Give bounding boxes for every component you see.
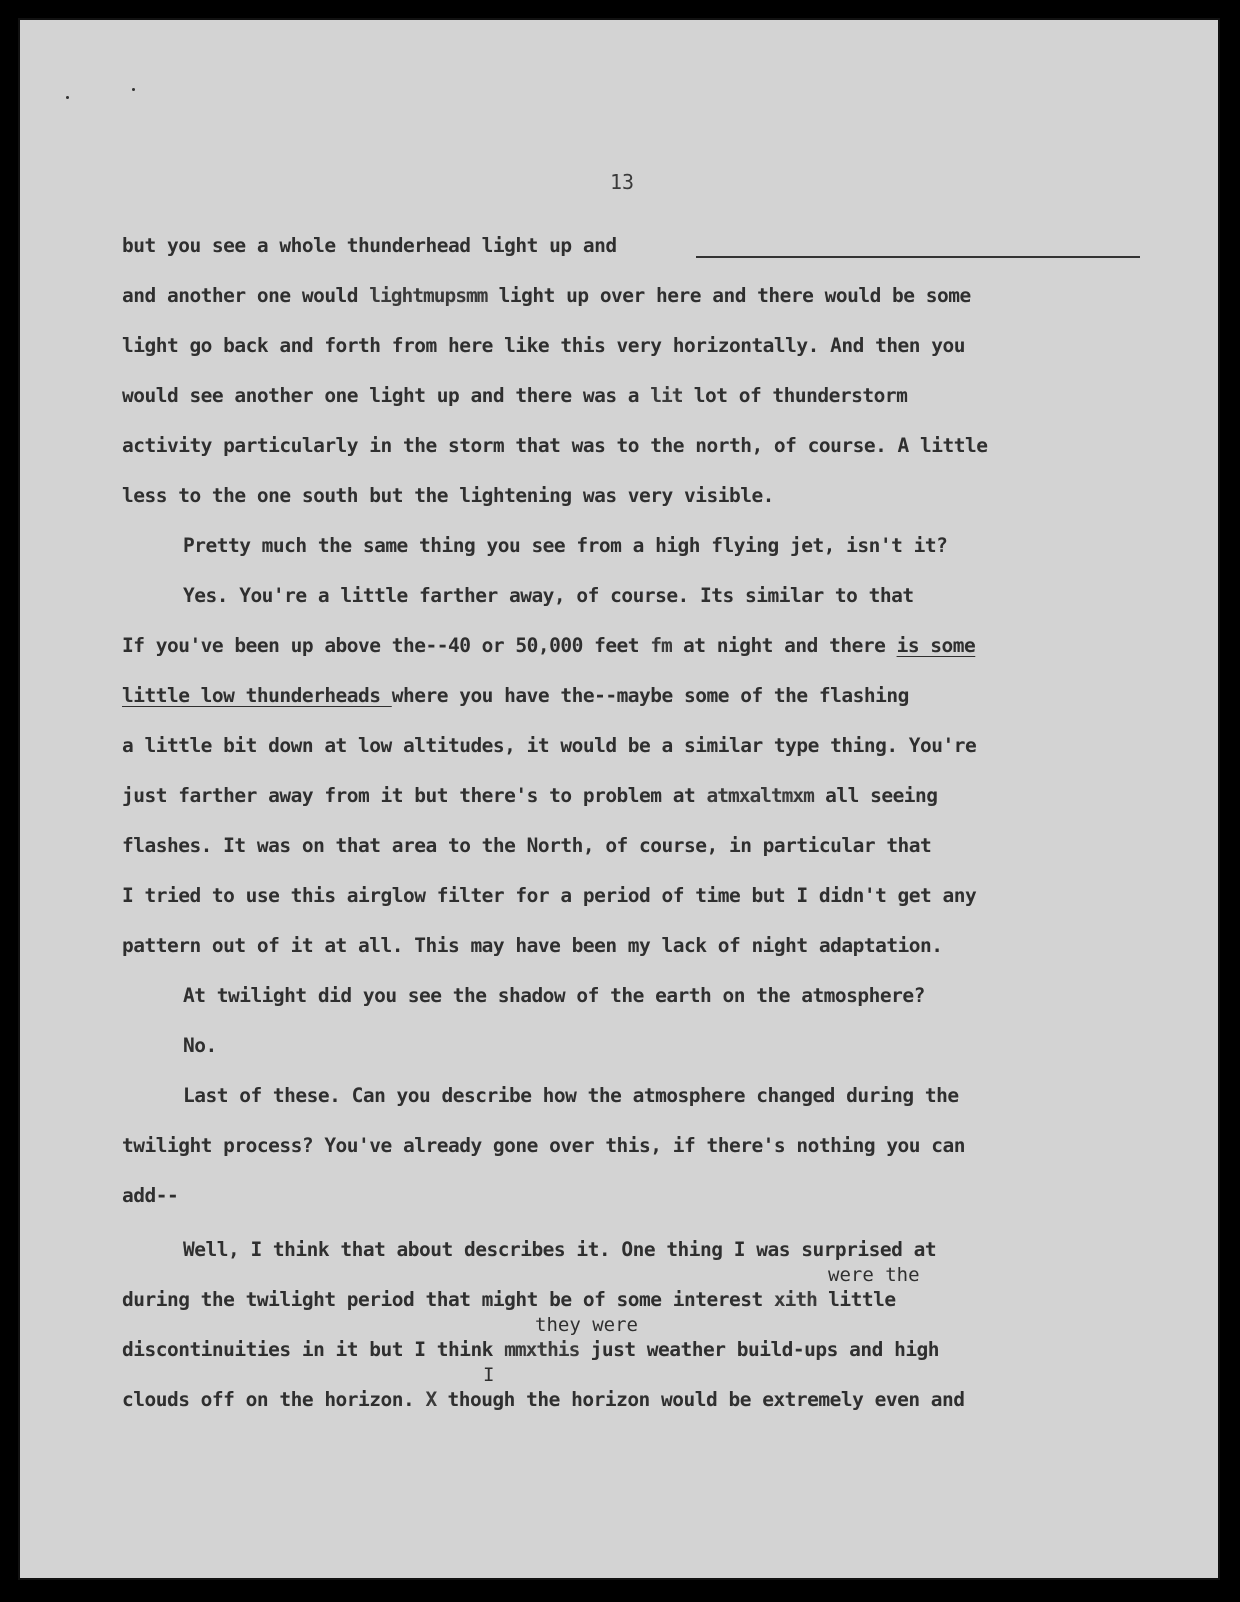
line-text: No.: [183, 1034, 217, 1057]
text-line: [183, 984, 925, 1007]
line-text: though the horizon would be extremely even and: [436, 1388, 965, 1411]
line-text: If you've been up above the--40 or 50,000 feet: [122, 634, 651, 657]
line-text: Pretty much the same thing you see from a high flying jet, isn't it?: [183, 534, 948, 557]
text-line: [122, 634, 975, 657]
struck-text: mmxthis: [504, 1338, 580, 1361]
text-line: [122, 234, 617, 257]
text-line: [122, 1288, 896, 1311]
text-line: [122, 334, 965, 357]
text-line: [122, 484, 774, 507]
interlinear-insertion: they were: [535, 1314, 638, 1336]
struck-text: X: [425, 1388, 437, 1411]
fill-in-blank: [696, 256, 1140, 258]
text-line: [122, 1184, 178, 1207]
struck-text: lit: [650, 384, 683, 407]
line-text: I tried to use this airglow filter for a period of time but I didn't get any: [122, 884, 977, 907]
line-text: would see another one light up and there was a: [122, 384, 651, 407]
underlined-text: little low thunderheads: [122, 684, 392, 707]
line-text: less to the one south but the lightening was very visible.: [122, 484, 774, 507]
struck-text: fm: [650, 634, 672, 657]
text-line: [183, 1034, 217, 1057]
text-line: [122, 884, 976, 907]
line-text: At twilight did you see the shadow of the earth on the atmosphere?: [183, 984, 925, 1007]
text-line: [122, 1134, 965, 1157]
struck-text: atmxaltmxm: [706, 784, 814, 807]
line-text: and another one would: [122, 284, 370, 307]
text-line: [183, 534, 947, 557]
line-text: all seeing: [813, 784, 938, 807]
text-line: [122, 684, 909, 707]
struck-text: xith: [773, 1288, 817, 1311]
line-text: Last of these. Can you describe how the atmosphere changed during the: [183, 1084, 959, 1107]
line-text: discontinuities in it but I think: [122, 1338, 505, 1361]
line-text: little: [816, 1288, 896, 1311]
line-text: twilight process? You've already gone over this, if there's nothing you can: [122, 1134, 965, 1157]
line-text: lot of thunderstorm: [682, 384, 908, 407]
line-text: where you have the--maybe some of the flashing: [391, 684, 909, 707]
text-line: [183, 584, 914, 607]
text-line: [122, 784, 938, 807]
line-text: add--: [122, 1184, 179, 1207]
text-line: [122, 384, 907, 407]
line-text: Yes. You're a little farther away, of course. Its similar to that: [183, 584, 914, 607]
line-text: at night and there: [671, 634, 897, 657]
line-text: during the twilight period that might be of some interest: [122, 1288, 774, 1311]
line-text: flashes. It was on that area to the North, of course, in particular that: [122, 834, 932, 857]
document-page: [18, 18, 1220, 1580]
text-line: [122, 434, 987, 457]
line-text: a little bit down at low altitudes, it would be a similar type thing. You're: [122, 734, 977, 757]
text-line: [122, 734, 976, 757]
line-text: pattern out of it at all. This may have been my lack of night adaptation.: [122, 934, 943, 957]
speck-mark: [66, 96, 69, 99]
text-line: [183, 1084, 959, 1107]
text-line: [122, 1388, 965, 1411]
line-text: Well, I think that about describes it. One thing I was surprised at: [183, 1238, 937, 1261]
line-text: clouds off on the horizon.: [122, 1388, 426, 1411]
line-text: light up over here and there would be some: [487, 284, 971, 307]
text-line: [122, 284, 971, 307]
line-text: just farther away from it but there's to problem at: [122, 784, 707, 807]
struck-text: lightmupsmm: [369, 284, 488, 307]
page-number: 13: [610, 170, 635, 194]
speck-mark: [132, 88, 135, 91]
underlined-text: is some: [896, 634, 976, 657]
line-text: activity particularly in the storm that was to the north, of course. A little: [122, 434, 988, 457]
text-line: [122, 834, 931, 857]
interlinear-insertion: I: [483, 1364, 495, 1386]
line-text: but you see a whole thunderhead light up and: [122, 234, 617, 257]
line-text: light go back and forth from here like this very horizontally. And then you: [122, 334, 965, 357]
text-line: [183, 1238, 936, 1261]
interlinear-insertion: were the: [828, 1264, 920, 1286]
line-text: just weather build-ups and high: [579, 1338, 940, 1361]
text-line: [122, 934, 943, 957]
text-line: [122, 1338, 939, 1361]
